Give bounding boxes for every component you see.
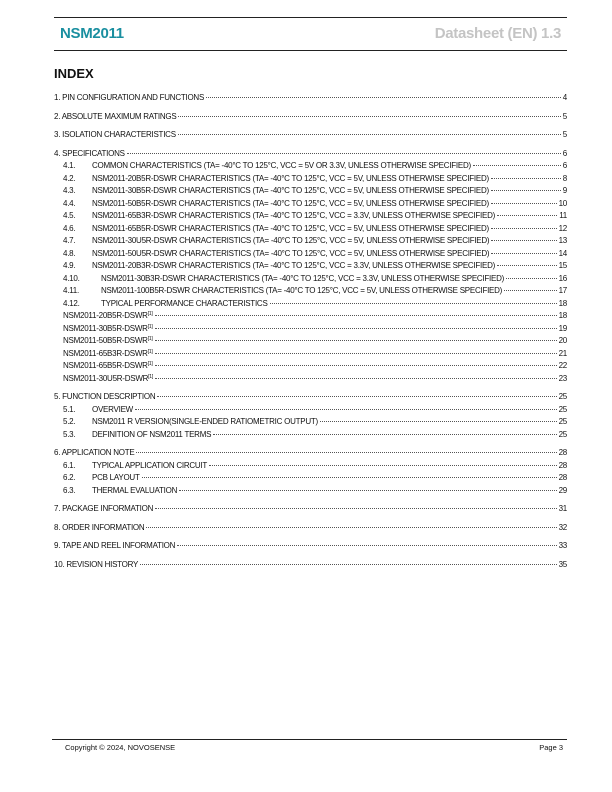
dot-leader: [491, 190, 561, 191]
toc-entry-page: 21: [558, 348, 567, 358]
header-bottom-rule: [54, 50, 567, 51]
toc-entry-number: 4.1.: [63, 161, 76, 170]
toc-entry-number: 4.2.: [63, 173, 76, 183]
toc-entry-page: 18: [558, 311, 567, 320]
toc-entry[interactable]: [54, 392, 567, 405]
toc-entry-title: NSM2011-20B5R-DSWR CHARACTERISTICS (TA= -40°C TO 125°C, VCC = 5V, UNLESS OTHERWISE SPECIFIED): [92, 173, 489, 183]
toc-entry-title: NSM2011-65B3R-DSWR[1]: [63, 348, 153, 358]
toc-entry-page: 6: [562, 161, 567, 170]
toc-entry-number: 4.9.: [63, 261, 76, 270]
toc-entry-number: 4.10.: [63, 273, 80, 283]
toc-entry-title: 3. ISOLATION CHARACTERISTICS: [54, 130, 176, 139]
footnote-ref: [1]: [147, 336, 153, 342]
dot-leader: [155, 315, 557, 316]
toc-entry[interactable]: [54, 523, 567, 536]
toc-entry-page: 28: [558, 473, 567, 482]
toc-entry-page: 29: [558, 485, 567, 495]
toc-entry-title: TYPICAL PERFORMANCE CHARACTERISTICS: [101, 298, 268, 308]
toc-entry-page: 32: [558, 522, 567, 532]
toc-entry[interactable]: [54, 274, 567, 287]
toc-entry-title: 1. PIN CONFIGURATION AND FUNCTIONS: [54, 93, 205, 102]
toc-entry-title: NSM2011-30U5R-DSWR[1]: [63, 373, 153, 383]
toc-entry-title: 8. ORDER INFORMATION: [54, 522, 145, 532]
toc-entry-number: 4.4.: [63, 198, 76, 208]
dot-leader: [178, 134, 561, 135]
toc-entry[interactable]: [54, 211, 567, 224]
toc-entry-page: 12: [558, 223, 567, 233]
toc-entry[interactable]: [54, 473, 567, 486]
dot-leader: [155, 365, 557, 366]
toc-entry-page: 25: [558, 429, 567, 439]
dot-leader: [142, 477, 557, 478]
toc-entry[interactable]: [54, 186, 567, 199]
toc-entry-number: 6.1.: [63, 460, 76, 470]
header-top-rule: [54, 17, 567, 18]
toc-entry-number: 5.3.: [63, 429, 76, 439]
toc-entry-page: 9: [562, 186, 567, 195]
dot-leader: [155, 378, 557, 379]
document-version: Datasheet (EN) 1.3: [434, 25, 561, 42]
toc-entry-page: 23: [558, 373, 567, 383]
toc-entry-page: 13: [558, 236, 567, 245]
toc-entry-title: NSM2011 R VERSION(SINGLE-ENDED RATIOMETRIC OUTPUT): [92, 417, 318, 426]
toc-entry[interactable]: [54, 286, 567, 299]
toc-entry-title: NSM2011-65B5R-DSWR CHARACTERISTICS (TA= -40°C TO 125°C, VCC = 5V, UNLESS OTHERWISE SPECIFIED): [92, 223, 489, 233]
dot-leader: [491, 178, 561, 179]
toc-entry[interactable]: [54, 93, 567, 106]
toc-entry[interactable]: [54, 311, 567, 324]
toc-entry-number: 4.12.: [63, 298, 80, 308]
dot-leader: [178, 116, 560, 117]
dot-leader: [320, 421, 557, 422]
brand-name: NSM2011: [60, 25, 124, 42]
dot-leader: [177, 545, 556, 546]
table-of-contents: [54, 93, 567, 572]
toc-entry[interactable]: [54, 336, 567, 349]
toc-entry-number: 6.3.: [63, 485, 76, 495]
dot-leader: [179, 490, 556, 491]
dot-leader: [213, 434, 556, 435]
footnote-ref: [1]: [147, 323, 153, 330]
dot-leader: [140, 564, 557, 565]
toc-entry[interactable]: [54, 541, 567, 554]
footer-rule: [52, 739, 567, 740]
toc-entry-title: NSM2011-30B3R-DSWR CHARACTERISTICS (TA= -40°C TO 125°C, VCC = 3.3V, UNLESS OTHERWISE SPECIFIED): [101, 273, 505, 283]
toc-entry[interactable]: [54, 249, 567, 262]
toc-entry-number: 4.3.: [63, 186, 76, 195]
toc-entry-page: 19: [558, 323, 567, 333]
toc-entry-page: 31: [558, 504, 567, 513]
toc-entry-page: 8: [562, 173, 567, 183]
toc-entry-page: 17: [558, 286, 567, 295]
toc-entry[interactable]: [54, 174, 567, 187]
toc-entry-page: 25: [558, 417, 567, 426]
toc-entry[interactable]: [54, 448, 567, 461]
toc-entry-title: NSM2011-30B5R-DSWR[1]: [63, 323, 153, 333]
toc-entry-page: 16: [558, 273, 567, 283]
toc-entry[interactable]: [54, 261, 567, 274]
dot-leader: [506, 278, 557, 279]
toc-entry-page: 25: [558, 392, 567, 401]
dot-leader: [497, 215, 557, 216]
toc-entry-number: 4.11.: [63, 286, 79, 295]
dot-leader: [491, 203, 557, 204]
page-number: Page 3: [539, 743, 563, 752]
dot-leader: [155, 353, 557, 354]
toc-entry-number: 4.7.: [63, 236, 76, 245]
dot-leader: [146, 527, 556, 528]
toc-entry-title: NSM2011-65B5R-DSWR[1]: [63, 361, 153, 370]
toc-entry-title: NSM2011-30U5R-DSWR CHARACTERISTICS (TA= -40°C TO 125°C, VCC = 5V, UNLESS OTHERWISE SPECIFIED): [92, 236, 490, 245]
dot-leader: [135, 409, 557, 410]
toc-entry[interactable]: [54, 149, 567, 162]
toc-entry-title: 5. FUNCTION DESCRIPTION: [54, 392, 156, 401]
toc-entry-title: OVERVIEW: [92, 404, 133, 414]
toc-entry[interactable]: [54, 112, 567, 125]
toc-entry-title: 4. SPECIFICATIONS: [54, 148, 125, 158]
toc-entry[interactable]: [54, 560, 567, 573]
toc-entry-number: 5.2.: [63, 417, 76, 426]
toc-entry-page: 14: [558, 248, 567, 258]
dot-leader: [136, 452, 556, 453]
toc-entry-title: NSM2011-50B5R-DSWR CHARACTERISTICS (TA= -40°C TO 125°C, VCC = 5V, UNLESS OTHERWISE SPECIFIED): [92, 198, 489, 208]
toc-entry-title: 6. APPLICATION NOTE: [54, 448, 135, 457]
toc-entry[interactable]: [54, 374, 567, 387]
toc-entry-title: NSM2011-20B5R-DSWR[1]: [63, 311, 153, 320]
dot-leader: [155, 328, 557, 329]
dot-leader: [497, 265, 557, 266]
toc-entry-page: 6: [562, 148, 567, 158]
dot-leader: [127, 153, 561, 154]
toc-entry-title: TYPICAL APPLICATION CIRCUIT: [92, 460, 208, 470]
toc-entry-title: 2. ABSOLUTE MAXIMUM RATINGS: [54, 111, 177, 121]
dot-leader: [491, 228, 557, 229]
toc-entry-title: COMMON CHARACTERISTICS (TA= -40°C TO 125°C, VCC = 5V OR 3.3V, UNLESS OTHERWISE SPECIFIED): [92, 161, 471, 170]
toc-entry-page: 25: [558, 404, 567, 414]
toc-entry-page: 33: [558, 541, 567, 550]
toc-entry-title: 9. TAPE AND REEL INFORMATION: [54, 541, 176, 550]
toc-entry[interactable]: [54, 130, 567, 143]
toc-entry-page: 5: [562, 130, 567, 139]
toc-entry-title: NSM2011-100B5R-DSWR CHARACTERISTICS (TA= -40°C TO 125°C, VCC = 5V, UNLESS OTHERWISE SPECIFIED): [101, 286, 503, 295]
toc-entry-number: 4.6.: [63, 223, 76, 233]
dot-leader: [209, 465, 557, 466]
toc-entry[interactable]: [54, 224, 567, 237]
toc-entry[interactable]: [54, 361, 567, 374]
footnote-ref: [1]: [147, 361, 153, 367]
footnote-ref: [1]: [147, 311, 153, 317]
toc-entry[interactable]: [54, 299, 567, 312]
toc-entry-number: 5.1.: [63, 404, 76, 414]
toc-entry-page: 15: [558, 261, 567, 270]
toc-entry-title: NSM2011-20B3R-DSWR CHARACTERISTICS (TA= -40°C TO 125°C, VCC = 3.3V, UNLESS OTHERWISE SPECIFIED): [92, 261, 496, 270]
toc-entry-title: 7. PACKAGE INFORMATION: [54, 504, 154, 513]
toc-entry-number: 6.2.: [63, 473, 76, 482]
dot-leader: [157, 396, 556, 397]
toc-entry-title: NSM2011-50U5R-DSWR CHARACTERISTICS (TA= -40°C TO 125°C, VCC = 5V, UNLESS OTHERWISE SPECIFIED): [92, 248, 490, 258]
toc-entry-title: THERMAL EVALUATION: [92, 485, 178, 495]
footnote-ref: [1]: [147, 348, 153, 355]
dot-leader: [270, 303, 557, 304]
toc-entry[interactable]: [54, 236, 567, 249]
dot-leader: [491, 240, 556, 241]
toc-entry[interactable]: [54, 405, 567, 418]
toc-entry-page: 10: [558, 198, 567, 208]
toc-entry[interactable]: [54, 486, 567, 499]
toc-entry[interactable]: [54, 324, 567, 337]
dot-leader: [206, 97, 561, 98]
toc-entry[interactable]: [54, 161, 567, 174]
toc-entry[interactable]: [54, 461, 567, 474]
toc-entry[interactable]: [54, 430, 567, 443]
toc-entry-page: 22: [558, 361, 567, 370]
toc-entry-page: 5: [562, 111, 567, 121]
toc-entry-page: 4: [562, 93, 567, 102]
toc-entry[interactable]: [54, 504, 567, 517]
toc-entry-number: 4.5.: [63, 211, 76, 220]
index-heading: INDEX: [54, 66, 94, 81]
toc-entry-title: NSM2011-30B5R-DSWR CHARACTERISTICS (TA= -40°C TO 125°C, VCC = 5V, UNLESS OTHERWISE SPECIFIED): [92, 186, 489, 195]
toc-entry-title: PCB LAYOUT: [92, 473, 140, 482]
toc-entry-title: NSM2011-65B3R-DSWR CHARACTERISTICS (TA= -40°C TO 125°C, VCC = 3.3V, UNLESS OTHERWISE SPECIFIED): [92, 211, 496, 220]
toc-entry-page: 35: [558, 559, 567, 569]
toc-entry-page: 20: [558, 336, 567, 345]
toc-entry[interactable]: [54, 417, 567, 430]
toc-entry-page: 11: [559, 211, 567, 220]
toc-entry-page: 28: [558, 448, 567, 457]
dot-leader: [491, 253, 556, 254]
toc-entry-title: DEFINITION OF NSM2011 TERMS: [92, 429, 212, 439]
dot-leader: [473, 165, 561, 166]
footnote-ref: [1]: [148, 373, 153, 380]
toc-entry-title: 10. REVISION HISTORY: [54, 559, 139, 569]
toc-entry-title: NSM2011-50B5R-DSWR[1]: [63, 336, 153, 345]
toc-entry-page: 18: [558, 298, 567, 308]
copyright-notice: Copyright © 2024, NOVOSENSE: [65, 743, 176, 752]
dot-leader: [155, 508, 556, 509]
toc-entry[interactable]: [54, 199, 567, 212]
toc-entry-number: 4.8.: [63, 248, 76, 258]
dot-leader: [504, 290, 557, 291]
toc-entry-page: 28: [558, 460, 567, 470]
toc-entry[interactable]: [54, 349, 567, 362]
dot-leader: [155, 340, 557, 341]
